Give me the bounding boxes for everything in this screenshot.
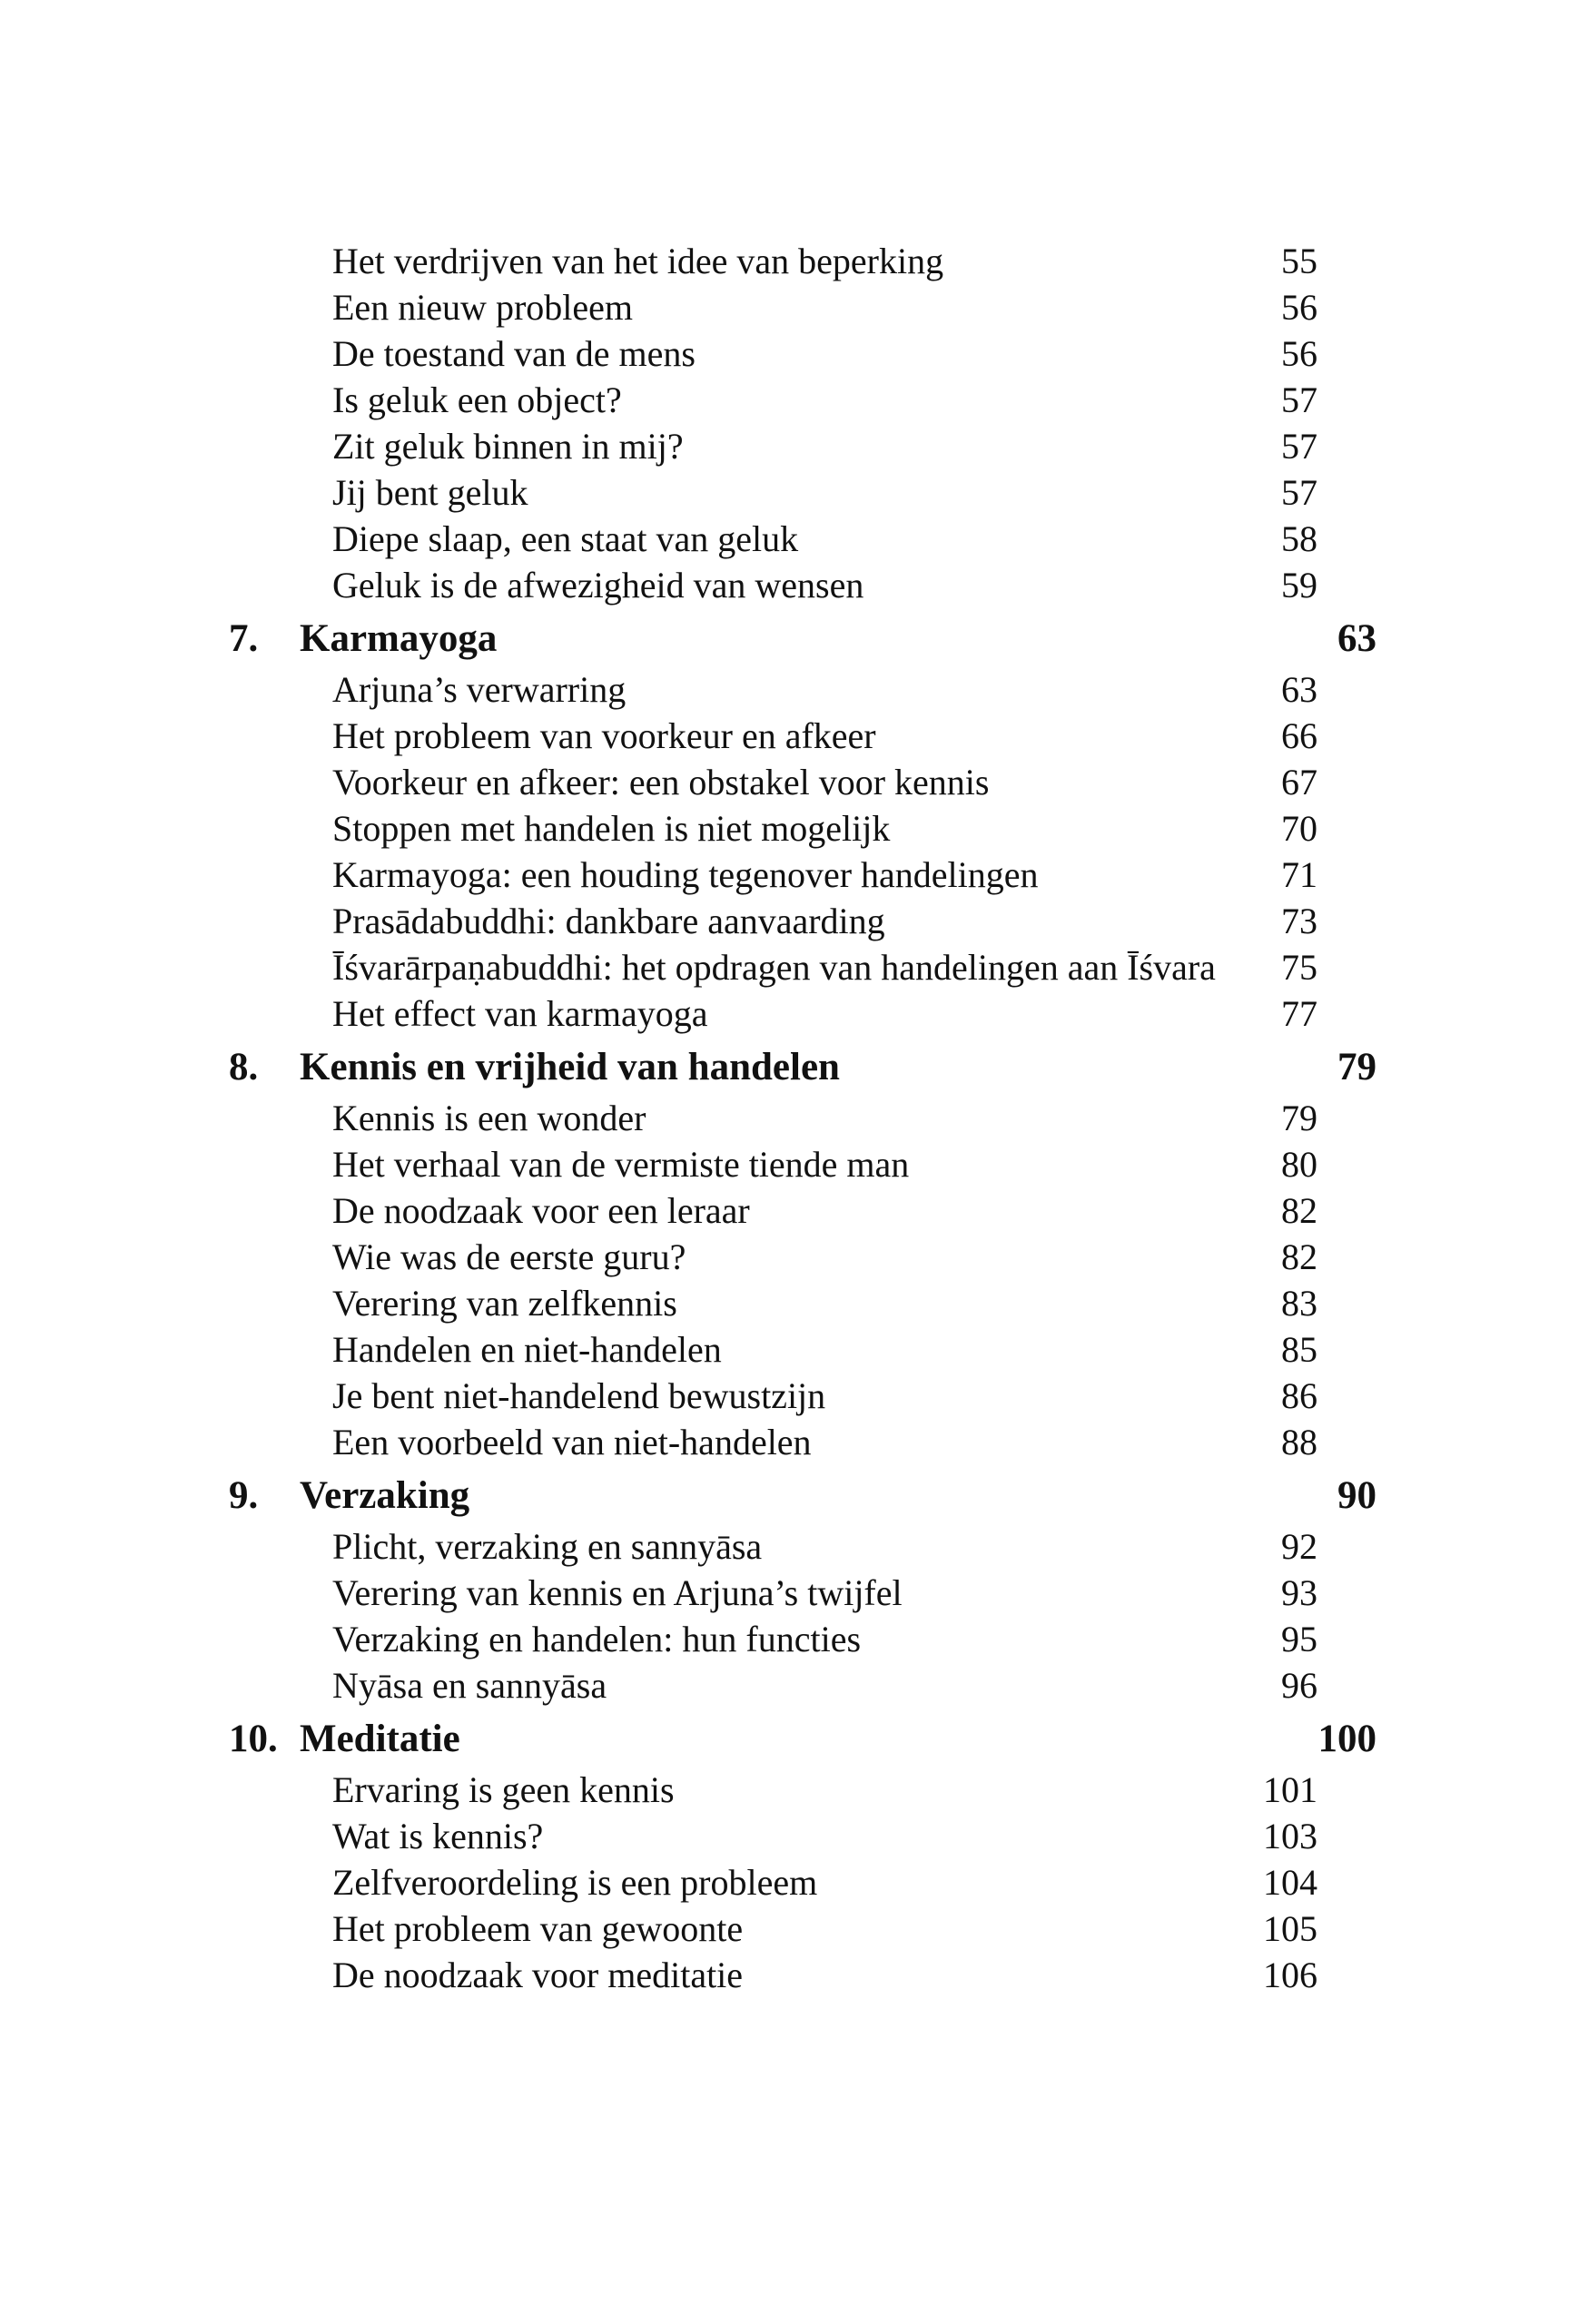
toc-entry-title: Het verdrijven van het idee van beperking	[332, 241, 944, 281]
toc-entry-title: Een voorbeeld van niet-handelen	[332, 1422, 812, 1462]
toc-entry-page: 85	[1281, 1329, 1317, 1370]
toc-entry-title: Je bent niet-handelend bewustzijn	[332, 1375, 826, 1416]
toc-entry-page: 57	[1281, 472, 1317, 513]
toc-entry-title: Diepe slaap, een staat van geluk	[332, 518, 799, 559]
toc-entry-group	[0, 238, 1569, 608]
toc-entry-title: De noodzaak voor meditatie	[332, 1955, 744, 1995]
toc-entry-title: Het verhaal van de vermiste tiende man	[332, 1144, 910, 1185]
toc-entry	[0, 1523, 1569, 1570]
toc-entry-page: 93	[1281, 1572, 1317, 1613]
toc-entry	[0, 1187, 1569, 1234]
toc-entry-page: 73	[1281, 901, 1317, 941]
toc-entry	[0, 1905, 1569, 1952]
toc-entry	[0, 1419, 1569, 1465]
toc-entry	[0, 1952, 1569, 1998]
toc-entry	[0, 1767, 1569, 1813]
toc-entry-title: Plicht, verzaking en sannyāsa	[332, 1526, 763, 1567]
toc-entry-title: Stoppen met handelen is niet mogelijk	[332, 808, 891, 849]
toc-entry-page: 59	[1281, 565, 1317, 606]
toc-entry-title: Īśvarārpaṇabuddhi: het opdragen van handelingen aan Īśvara	[332, 947, 1216, 988]
toc-entry	[0, 284, 1569, 330]
toc-entry	[0, 562, 1569, 608]
toc-entry-title: Handelen en niet-handelen	[332, 1329, 722, 1370]
toc-entry-title: Ervaring is geen kennis	[332, 1769, 675, 1810]
toc-entry-title: Verzaking en handelen: hun functies	[332, 1619, 862, 1659]
toc-entry-title: De toestand van de mens	[332, 333, 696, 374]
toc-entry	[0, 1141, 1569, 1187]
toc-entry	[0, 944, 1569, 990]
toc-entry	[0, 990, 1569, 1037]
toc-entry-page: 67	[1281, 762, 1317, 803]
toc-entry-page: 66	[1281, 715, 1317, 756]
chapter-page: 100	[1317, 1718, 1377, 1760]
toc-entry	[0, 1234, 1569, 1280]
toc-entry-title: Prasādabuddhi: dankbare aanvaarding	[332, 901, 885, 941]
toc-entry-page: 77	[1281, 993, 1317, 1034]
toc-entry-title: Karmayoga: een houding tegenover handelingen	[332, 854, 1039, 895]
toc-entry	[0, 238, 1569, 284]
toc-entry-page: 63	[1281, 669, 1317, 710]
toc-entry-title: Verering van kennis en Arjuna’s twijfel	[332, 1572, 903, 1613]
toc-entry-page: 82	[1281, 1190, 1317, 1231]
toc-entry	[0, 1570, 1569, 1616]
toc-entry-page: 105	[1263, 1908, 1317, 1949]
chapter-page: 63	[1337, 617, 1377, 660]
toc-entry	[0, 1616, 1569, 1662]
toc-entry	[0, 516, 1569, 562]
chapter-heading	[0, 1042, 1569, 1095]
toc-entry-page: 82	[1281, 1236, 1317, 1277]
toc-entry-title: Het effect van karmayoga	[332, 993, 708, 1034]
toc-entry	[0, 330, 1569, 377]
chapter-number: 8.	[229, 1046, 259, 1088]
toc-entry-page: 57	[1281, 426, 1317, 467]
toc-entry-page: 58	[1281, 518, 1317, 559]
toc-entry	[0, 805, 1569, 852]
chapter-title: Kennis en vrijheid van handelen	[300, 1046, 840, 1088]
toc-entry-page: 57	[1281, 379, 1317, 420]
toc-entry-page: 83	[1281, 1283, 1317, 1324]
toc-entry-page: 71	[1281, 854, 1317, 895]
toc-entry-page: 88	[1281, 1422, 1317, 1462]
table-of-contents	[0, 238, 1569, 1998]
toc-entry-title: Wat is kennis?	[332, 1816, 544, 1856]
toc-entry-title: Verering van zelfkennis	[332, 1283, 677, 1324]
toc-entry	[0, 898, 1569, 944]
toc-entry-page: 86	[1281, 1375, 1317, 1416]
toc-entry-page: 75	[1281, 947, 1317, 988]
toc-entry-title: Is geluk een object?	[332, 379, 622, 420]
toc-entry	[0, 759, 1569, 805]
toc-entry	[0, 377, 1569, 423]
toc-entry	[0, 852, 1569, 898]
toc-entry-title: Jij bent geluk	[332, 472, 528, 513]
toc-entry-page: 96	[1281, 1665, 1317, 1706]
chapter-heading	[0, 614, 1569, 666]
toc-entry-title: De noodzaak voor een leraar	[332, 1190, 750, 1231]
toc-entry-title: Een nieuw probleem	[332, 287, 633, 328]
toc-entry	[0, 423, 1569, 469]
toc-entry-page: 92	[1281, 1526, 1317, 1567]
toc-entry-page: 106	[1263, 1955, 1317, 1995]
toc-entry	[0, 1813, 1569, 1859]
toc-entry-page: 103	[1263, 1816, 1317, 1856]
toc-entry-page: 56	[1281, 287, 1317, 328]
toc-entry-title: Arjuna’s verwarring	[332, 669, 627, 710]
toc-entry-page: 56	[1281, 333, 1317, 374]
toc-entry-page: 79	[1281, 1098, 1317, 1138]
chapter-heading	[0, 1471, 1569, 1523]
chapter-page: 90	[1337, 1474, 1377, 1517]
toc-entry	[0, 1859, 1569, 1905]
toc-entry-title: Het probleem van gewoonte	[332, 1908, 744, 1949]
chapter-title: Verzaking	[300, 1474, 470, 1517]
toc-entry-title: Voorkeur en afkeer: een obstakel voor kennis	[332, 762, 990, 803]
toc-entry	[0, 469, 1569, 516]
toc-entry	[0, 1280, 1569, 1326]
chapter-number: 7.	[229, 617, 259, 660]
toc-entry-title: Geluk is de afwezigheid van wensen	[332, 565, 864, 606]
toc-entry-title: Zelfveroordeling is een probleem	[332, 1862, 818, 1903]
toc-entry-title: Het probleem van voorkeur en afkeer	[332, 715, 876, 756]
chapter-page: 79	[1337, 1046, 1377, 1088]
toc-entry	[0, 666, 1569, 713]
toc-entry	[0, 1326, 1569, 1373]
toc-entry-page: 104	[1263, 1862, 1317, 1903]
chapter-title: Meditatie	[300, 1718, 460, 1760]
chapter-title: Karmayoga	[300, 617, 498, 660]
chapter-heading	[0, 1714, 1569, 1767]
toc-entry-page: 70	[1281, 808, 1317, 849]
toc-entry-title: Nyāsa en sannyāsa	[332, 1665, 607, 1706]
toc-entry-page: 80	[1281, 1144, 1317, 1185]
toc-entry	[0, 713, 1569, 759]
toc-entry-title: Wie was de eerste guru?	[332, 1236, 686, 1277]
toc-entry-page: 101	[1263, 1769, 1317, 1810]
toc-entry-page: 95	[1281, 1619, 1317, 1659]
toc-entry	[0, 1095, 1569, 1141]
toc-entry	[0, 1373, 1569, 1419]
toc-entry-page: 55	[1281, 241, 1317, 281]
chapter-number: 10.	[229, 1718, 278, 1760]
chapter-number: 9.	[229, 1474, 259, 1517]
toc-entry-title: Kennis is een wonder	[332, 1098, 646, 1138]
toc-entry-title: Zit geluk binnen in mij?	[332, 426, 684, 467]
toc-entry	[0, 1662, 1569, 1709]
